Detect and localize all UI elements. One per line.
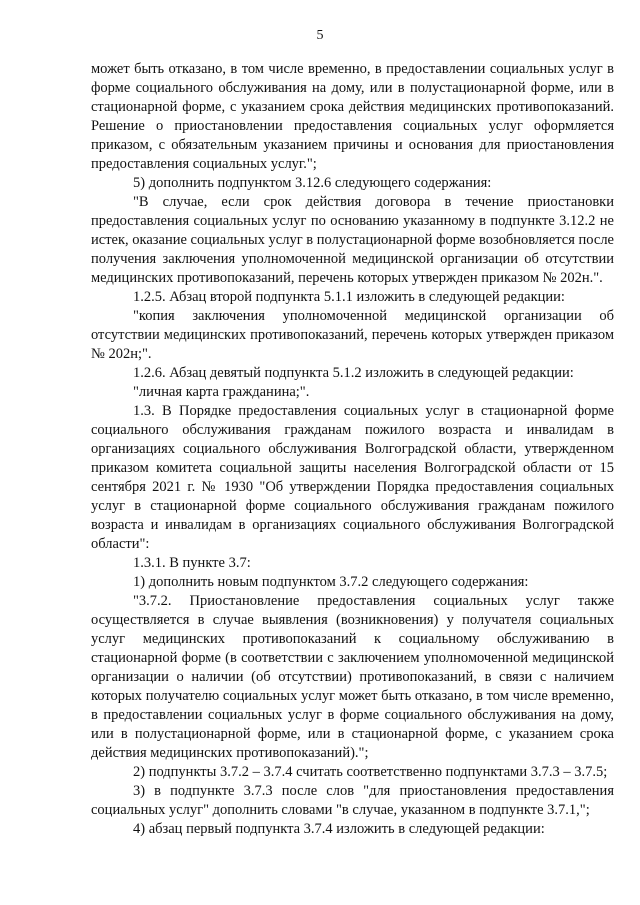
paragraph-item-5: 5) дополнить подпунктом 3.12.6 следующего содержания: bbox=[133, 175, 492, 191]
paragraph-quote-3-7-2: "3.7.2. Приостановление предоставления социальных услуг также осуществляется в случае выявления (возникновения) у получателя социальных услуг медицинских противопоказаний к социальному обслуживанию в стационарной форме (в соответствии с заключением уполномоченной медицинской организации о наличии (об отсутствии) противопоказаний, в связи с наличием которых получателю социальных услуг может быть отказано, в том числе временно, в предоставлении социальных услуг в форме социального обслуживания на дому, или в полустационарной форме, или в стационарной форме, с указанием срока действия медицинских противопоказаний)."; bbox=[91, 593, 614, 761]
paragraph-item-3: 3) в подпункте 3.7.3 после слов "для приостановления предоставления социальных услуг" дополнить словами "в случае, указанном в подпункте 3.7.1,"; bbox=[91, 783, 614, 818]
page-number: 5 bbox=[316, 28, 324, 43]
paragraph-item-4: 4) абзац первый подпункта 3.7.4 изложить в следующей редакции: bbox=[133, 821, 545, 837]
paragraph-continuation: может быть отказано, в том числе временно, в предоставлении социальных услуг в форме социального обслуживания на дому, или в полустационарной форме, или в стационарной форме, с указанием срока действия медицинских противопоказаний. Решение о приостановлении предоставления социальных услуг оформляется приказом, с обязательным указанием причины и основания для приостановления предоставления социальных услуг."; bbox=[91, 61, 614, 172]
paragraph-item-2: 2) подпункты 3.7.2 – 3.7.4 считать соответственно подпунктами 3.7.3 – 3.7.5; bbox=[133, 764, 608, 780]
paragraph-1-3-1: 1.3.1. В пункте 3.7: bbox=[133, 555, 251, 571]
paragraph-quote-5-1-1: "копия заключения уполномоченной медицинской организации об отсутствии медицинских противопоказаний, перечень которых утвержден приказом № 202н;". bbox=[91, 308, 614, 362]
paragraph-quote-3-12-6: "В случае, если срок действия договора в течение приостановки предоставления социальных услуг по основанию указанному в подпункте 3.12.2 не истек, оказание социальных услуг в полустационарной форме возобновляется после получения заключения уполномоченной медицинской организации об отсутствии медицинских противопоказаний, перечень которых утвержден приказом № 202н.". bbox=[91, 194, 614, 286]
paragraph-item-1: 1) дополнить новым подпунктом 3.7.2 следующего содержания: bbox=[133, 574, 529, 590]
document-body bbox=[91, 60, 614, 839]
paragraph-1-3: 1.3. В Порядке предоставления социальных услуг в стационарной форме социального обслуживания гражданам пожилого возраста и инвалидам в организациях социального обслуживания Волгоградской области, утвержденном приказом комитета социальной защиты населения Волгоградской области от 15 сентября 2021 г. № 1930 "Об утверждении Порядка предоставления социальных услуг в стационарной форме социального обслуживания гражданам пожилого возраста и инвалидам в организациях социального обслуживания Волгоградской области": bbox=[91, 403, 614, 552]
paragraph-1-2-6: 1.2.6. Абзац девятый подпункта 5.1.2 изложить в следующей редакции: bbox=[133, 365, 574, 381]
paragraph-quote-5-1-2: "личная карта гражданина;". bbox=[133, 384, 310, 400]
paragraph-1-2-5: 1.2.5. Абзац второй подпункта 5.1.1 изложить в следующей редакции: bbox=[133, 289, 565, 305]
